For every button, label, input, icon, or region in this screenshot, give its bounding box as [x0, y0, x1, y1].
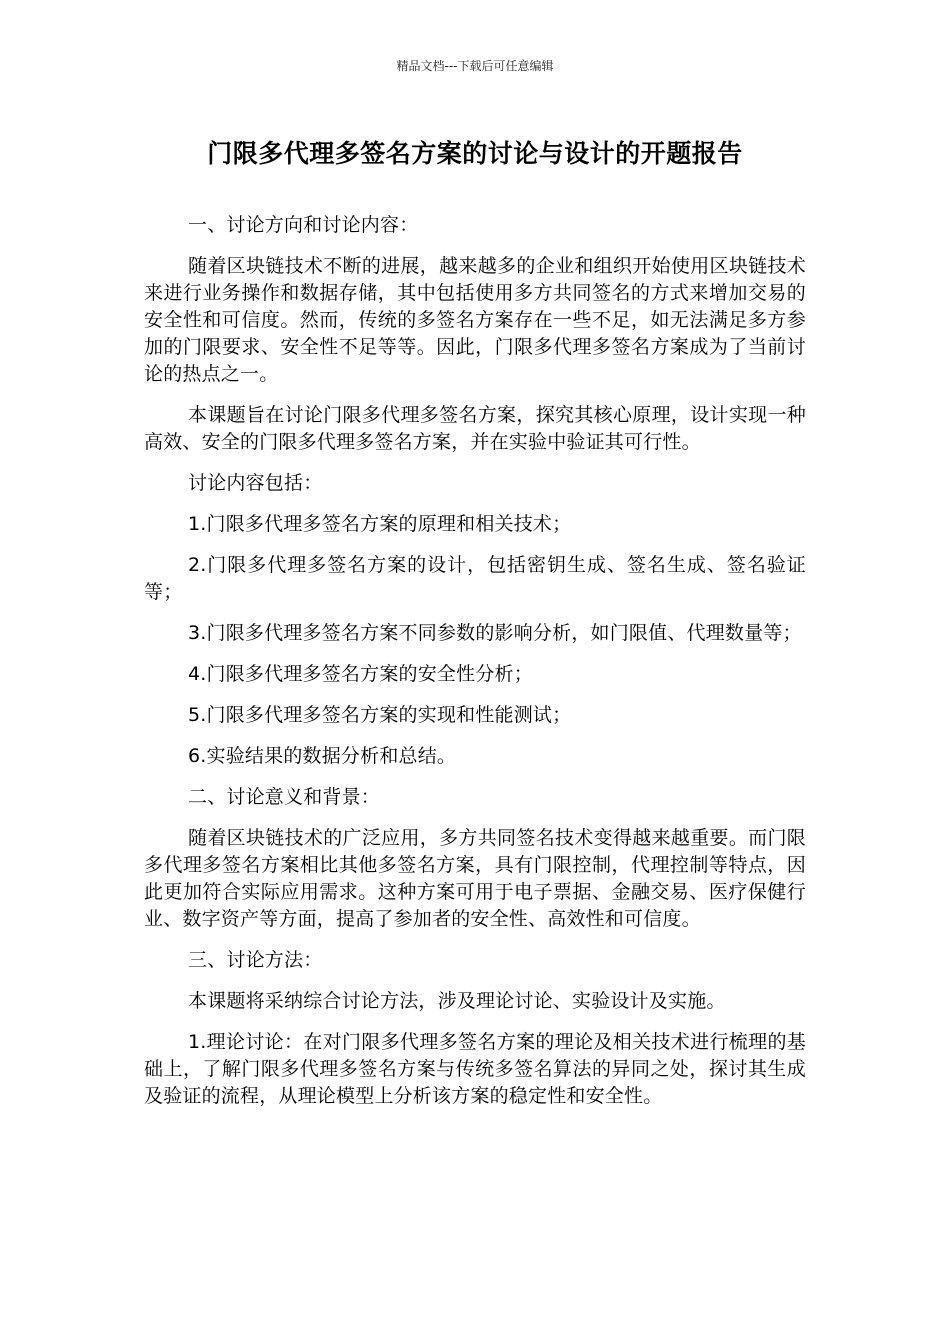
page-header-note: 精品文档---下载后可任意编辑 — [396, 59, 554, 73]
list-item: 3.门限多代理多签名方案不同参数的影响分析，如门限值、代理数量等； — [188, 622, 802, 644]
list-item: 4.门限多代理多签名方案的安全性分析； — [188, 663, 533, 685]
body-paragraph: 随着区块链技术不断的进展，越来越多的企业和组织开始使用区块链技术来进行业务操作和数据存储，其中包括使用多方共同签名的方式来增加交易的安全性和可信度。然而，传统的多签名方案存在一些不足，如无法满足多方参加的门限要求、安全性不足等等。因此，门限多代理多签名方案成为了当前讨论的热点之一。 — [144, 255, 806, 385]
list-item: 1.门限多代理多签名方案的原理和相关技术； — [188, 513, 572, 535]
document-title: 门限多代理多签名方案的讨论与设计的开题报告 — [207, 139, 743, 168]
list-item: 2.门限多代理多签名方案的设计，包括密钥生成、签名生成、签名验证等； — [144, 554, 806, 603]
list-item: 6.实验结果的数据分析和总结。 — [188, 745, 457, 767]
section-heading-method: 三、讨论方法： — [188, 949, 323, 971]
list-item: 1.理论讨论：在对门限多代理多签名方案的理论及相关技术进行梳理的基础上，了解门限多代理多签名方案与传统多签名算法的异同之处，探讨其生成及验证的流程，从理论模型上分析该方案的稳定性和安全性。 — [144, 1031, 806, 1107]
section-heading-direction: 一、讨论方向和讨论内容： — [188, 214, 419, 236]
body-paragraph: 本课题旨在讨论门限多代理多签名方案，探究其核心原理，设计实现一种高效、安全的门限多代理多签名方案，并在实验中验证其可行性。 — [144, 404, 806, 453]
body-paragraph: 随着区块链技术的广泛应用，多方共同签名技术变得越来越重要。而门限多代理多签名方案相比其他多签名方案，具有门限控制，代理控制等特点，因此更加符合实际应用需求。这种方案可用于电子票据、金融交易、医疗保健行业、数字资产等方面，提高了参加者的安全性、高效性和可信度。 — [144, 827, 806, 930]
body-paragraph: 本课题将采纳综合讨论方法，涉及理论讨论、实验设计及实施。 — [188, 990, 726, 1012]
list-item: 5.门限多代理多签名方案的实现和性能测试； — [188, 704, 572, 726]
body-paragraph: 讨论内容包括： — [188, 472, 323, 494]
document-body — [144, 212, 806, 1124]
section-heading-significance: 二、讨论意义和背景： — [188, 786, 381, 808]
